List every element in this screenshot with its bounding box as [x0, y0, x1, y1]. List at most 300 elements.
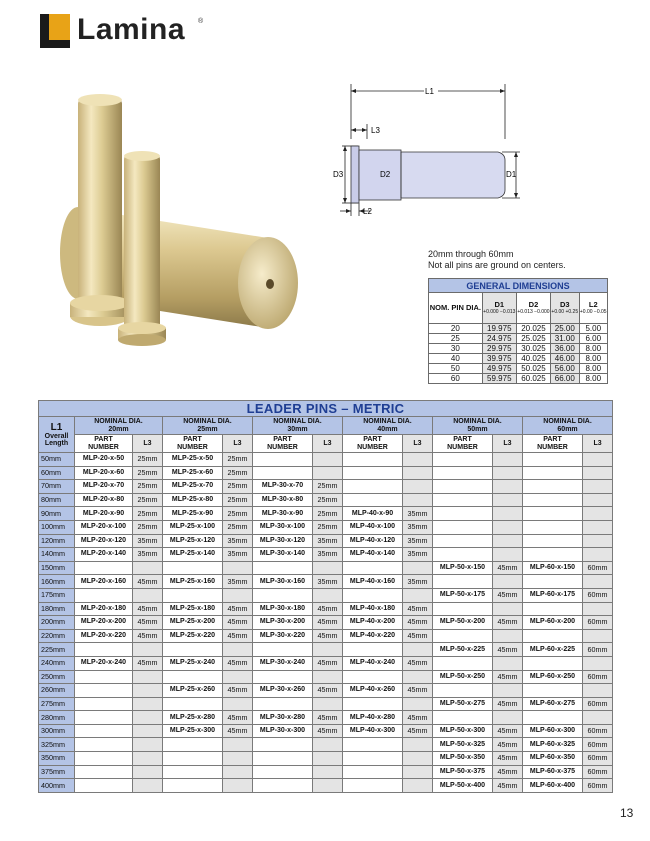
- part-number-cell: [523, 466, 583, 480]
- gd-cell: 6.00: [579, 334, 608, 344]
- l3-cell: 45mm: [223, 711, 253, 725]
- part-number-label: NUMBER: [177, 443, 208, 451]
- l3-cell: 45mm: [223, 684, 253, 698]
- overall-length-cell: 275mm: [39, 697, 75, 711]
- nominal-dia-size: 20mm: [108, 425, 129, 433]
- overall-length-cell: 350mm: [39, 752, 75, 766]
- l3-cell: [583, 520, 613, 534]
- l3-cell: [133, 724, 163, 738]
- part-number-cell: MLP-60-x-250: [523, 670, 583, 684]
- gd-row: [429, 344, 608, 354]
- l3-cell: 60mm: [583, 738, 613, 752]
- l3-cell: [403, 643, 433, 657]
- part-number-header: [75, 435, 133, 453]
- l3-cell: [403, 466, 433, 480]
- part-number-cell: MLP-25-x-50: [163, 453, 223, 467]
- table-row: [39, 724, 613, 738]
- table-row: [39, 602, 613, 616]
- part-number-label: PART: [453, 436, 472, 443]
- l3-cell: [313, 752, 343, 766]
- part-number-cell: MLP-25-x-200: [163, 616, 223, 630]
- l3-cell: 35mm: [403, 520, 433, 534]
- general-dimensions-table: [428, 278, 608, 384]
- overall-length-cell: 150mm: [39, 561, 75, 575]
- gd-cell: 49.975: [482, 364, 516, 374]
- l3-cell: [493, 453, 523, 467]
- part-number-cell: [343, 738, 403, 752]
- part-number-cell: [523, 684, 583, 698]
- gd-row: [429, 374, 608, 384]
- table-row: [39, 453, 613, 467]
- l3-cell: [133, 752, 163, 766]
- l3-cell: 45mm: [133, 629, 163, 643]
- part-number-label: NUMBER: [447, 443, 478, 451]
- l3-cell: [133, 765, 163, 779]
- gd-cell: 36.00: [551, 344, 579, 354]
- l3-cell: [133, 588, 163, 602]
- part-number-cell: MLP-25-x-90: [163, 507, 223, 521]
- l3-cell: [313, 453, 343, 467]
- part-number-cell: [75, 561, 133, 575]
- l3-cell: 60mm: [583, 588, 613, 602]
- part-number-cell: MLP-30-x-260: [253, 684, 313, 698]
- gd-header-d2: [516, 293, 550, 324]
- l3-cell: 25mm: [313, 507, 343, 521]
- l3-cell: [583, 534, 613, 548]
- gd-cell: 66.00: [551, 374, 579, 384]
- l3-cell: 45mm: [133, 602, 163, 616]
- l3-cell: 45mm: [493, 724, 523, 738]
- l3-cell: 45mm: [313, 602, 343, 616]
- part-number-cell: MLP-30-x-70: [253, 480, 313, 494]
- part-number-cell: MLP-25-x-220: [163, 629, 223, 643]
- part-number-cell: [253, 561, 313, 575]
- l3-cell: 35mm: [403, 507, 433, 521]
- gd-cell: 60: [429, 374, 483, 384]
- part-number-cell: MLP-20-x-160: [75, 575, 133, 589]
- l3-cell: 45mm: [313, 629, 343, 643]
- part-number-cell: MLP-50-x-400: [433, 779, 493, 793]
- part-number-cell: [523, 493, 583, 507]
- l3-cell: 45mm: [403, 616, 433, 630]
- part-number-cell: [433, 548, 493, 562]
- l3-cell: [493, 575, 523, 589]
- part-number-cell: [523, 548, 583, 562]
- gd-cell: 20: [429, 324, 483, 334]
- l3-cell: 45mm: [133, 656, 163, 670]
- part-number-cell: MLP-50-x-350: [433, 752, 493, 766]
- nominal-dia-header: [433, 417, 523, 435]
- nominal-dia-header: [253, 417, 343, 435]
- gd-cell: 25.025: [516, 334, 550, 344]
- l3-cell: [493, 602, 523, 616]
- l3-cell: [313, 643, 343, 657]
- l3-cell: [403, 738, 433, 752]
- part-number-cell: MLP-30-x-140: [253, 548, 313, 562]
- part-number-cell: [523, 480, 583, 494]
- part-number-cell: [75, 684, 133, 698]
- overall-length-cell: 280mm: [39, 711, 75, 725]
- gd-cell: 20.025: [516, 324, 550, 334]
- part-number-cell: [523, 629, 583, 643]
- gd-header-nom: [429, 293, 483, 324]
- nominal-dia-header: [163, 417, 253, 435]
- leader-pins-photo: [38, 88, 303, 360]
- overall-length-cell: 120mm: [39, 534, 75, 548]
- nominal-dia-label: NOMINAL DIA.: [183, 418, 232, 425]
- part-number-cell: [523, 602, 583, 616]
- part-number-cell: [433, 480, 493, 494]
- part-number-cell: [433, 629, 493, 643]
- nominal-dia-size: 50mm: [467, 425, 488, 433]
- l3-cell: [223, 588, 253, 602]
- part-number-cell: MLP-25-x-140: [163, 548, 223, 562]
- part-number-cell: [343, 480, 403, 494]
- part-number-cell: [75, 697, 133, 711]
- gd-header-label: D2: [528, 300, 539, 309]
- l3-cell: [493, 548, 523, 562]
- gd-cell: 60.025: [516, 374, 550, 384]
- part-number-cell: MLP-20-x-90: [75, 507, 133, 521]
- overall-length-cell: 70mm: [39, 480, 75, 494]
- l3-cell: 45mm: [493, 752, 523, 766]
- gd-row: [429, 364, 608, 374]
- l3-cell: 45mm: [313, 656, 343, 670]
- l3-cell: 45mm: [493, 765, 523, 779]
- l3-cell: [223, 670, 253, 684]
- overall-length-cell: 180mm: [39, 602, 75, 616]
- part-number-cell: MLP-60-x-300: [523, 724, 583, 738]
- lamina-logo-mark: [40, 14, 70, 48]
- table-row: [39, 493, 613, 507]
- l3-cell: 35mm: [313, 534, 343, 548]
- l3-cell: [493, 656, 523, 670]
- nominal-dia-label: NOMINAL DIA.: [363, 418, 412, 425]
- part-number-cell: [75, 724, 133, 738]
- l3-cell: [493, 711, 523, 725]
- l3-cell: [313, 588, 343, 602]
- part-number-cell: [433, 711, 493, 725]
- part-number-cell: [75, 670, 133, 684]
- gd-header-l2: [579, 293, 608, 324]
- l3-cell: [133, 738, 163, 752]
- l3-cell: 25mm: [313, 493, 343, 507]
- l3-header: L3: [493, 435, 523, 453]
- l3-cell: [583, 453, 613, 467]
- part-number-header: [253, 435, 313, 453]
- gd-header-label: D3: [559, 300, 570, 309]
- part-number-cell: MLP-50-x-150: [433, 561, 493, 575]
- part-number-cell: MLP-30-x-180: [253, 602, 313, 616]
- part-number-cell: MLP-25-x-260: [163, 684, 223, 698]
- l3-cell: [583, 575, 613, 589]
- part-number-cell: [343, 561, 403, 575]
- l3-cell: 60mm: [583, 697, 613, 711]
- table-row: [39, 575, 613, 589]
- brand-logo: [40, 14, 210, 54]
- l3-cell: [583, 602, 613, 616]
- part-number-cell: MLP-50-x-300: [433, 724, 493, 738]
- part-number-header: [433, 435, 493, 453]
- part-number-cell: MLP-40-x-90: [343, 507, 403, 521]
- nominal-dia-size: 25mm: [197, 425, 218, 433]
- l3-cell: 45mm: [403, 656, 433, 670]
- part-number-cell: MLP-50-x-375: [433, 765, 493, 779]
- part-number-cell: MLP-50-x-325: [433, 738, 493, 752]
- part-number-cell: [433, 575, 493, 589]
- part-number-cell: [163, 779, 223, 793]
- l3-cell: [583, 656, 613, 670]
- l3-cell: 45mm: [133, 616, 163, 630]
- l3-cell: 45mm: [133, 575, 163, 589]
- part-number-cell: MLP-60-x-150: [523, 561, 583, 575]
- overall-length-cell: 325mm: [39, 738, 75, 752]
- l3-cell: [133, 711, 163, 725]
- part-number-cell: [343, 779, 403, 793]
- table-row: [39, 697, 613, 711]
- l3-cell: 60mm: [583, 616, 613, 630]
- note-line: 20mm through 60mm: [428, 249, 514, 259]
- overall-length-cell: 375mm: [39, 765, 75, 779]
- l3-cell: 45mm: [403, 684, 433, 698]
- part-number-label: NUMBER: [88, 443, 119, 451]
- l3-cell: [223, 697, 253, 711]
- part-number-cell: [433, 507, 493, 521]
- gd-cell: 25: [429, 334, 483, 344]
- part-number-cell: MLP-20-x-120: [75, 534, 133, 548]
- l3-cell: 25mm: [133, 480, 163, 494]
- part-number-cell: [253, 466, 313, 480]
- part-number-cell: MLP-20-x-140: [75, 548, 133, 562]
- l3-cell: 25mm: [133, 493, 163, 507]
- table-row: [39, 643, 613, 657]
- nominal-dia-size: 30mm: [287, 425, 308, 433]
- part-number-cell: [163, 752, 223, 766]
- part-number-cell: MLP-40-x-160: [343, 575, 403, 589]
- part-number-label: NUMBER: [537, 443, 568, 451]
- l3-cell: [313, 697, 343, 711]
- part-number-cell: MLP-30-x-160: [253, 575, 313, 589]
- nominal-dia-label: NOMINAL DIA.: [543, 418, 592, 425]
- gd-row: [429, 334, 608, 344]
- gd-cell: 8.00: [579, 364, 608, 374]
- label-d1: D1: [506, 170, 517, 179]
- general-dimensions-title: GENERAL DIMENSIONS: [429, 279, 608, 293]
- part-number-cell: [253, 453, 313, 467]
- l3-cell: [133, 697, 163, 711]
- l3-cell: [223, 752, 253, 766]
- l3-cell: 35mm: [133, 534, 163, 548]
- l3-cell: [403, 779, 433, 793]
- part-number-cell: [343, 453, 403, 467]
- part-number-cell: MLP-50-x-200: [433, 616, 493, 630]
- l3-cell: 45mm: [493, 670, 523, 684]
- part-number-cell: MLP-30-x-280: [253, 711, 313, 725]
- label-l2: L2: [363, 207, 372, 216]
- part-number-cell: [433, 453, 493, 467]
- part-number-cell: [343, 466, 403, 480]
- l3-cell: 45mm: [493, 588, 523, 602]
- table-row: [39, 711, 613, 725]
- part-number-cell: MLP-25-x-280: [163, 711, 223, 725]
- overall-length-cell: 60mm: [39, 466, 75, 480]
- part-number-cell: [75, 738, 133, 752]
- overall-length-cell: 260mm: [39, 684, 75, 698]
- part-number-cell: [75, 752, 133, 766]
- nominal-dia-label: NOMINAL DIA.: [273, 418, 322, 425]
- part-number-cell: [75, 779, 133, 793]
- part-number-cell: MLP-25-x-240: [163, 656, 223, 670]
- part-number-cell: [523, 711, 583, 725]
- l3-cell: [493, 629, 523, 643]
- gd-cell: 50: [429, 364, 483, 374]
- l3-cell: 35mm: [223, 534, 253, 548]
- part-number-cell: MLP-40-x-100: [343, 520, 403, 534]
- overall-length-cell: 400mm: [39, 779, 75, 793]
- part-number-cell: [75, 711, 133, 725]
- l3-cell: [223, 561, 253, 575]
- l3-cell: 25mm: [223, 480, 253, 494]
- part-number-cell: [253, 588, 313, 602]
- part-number-cell: [75, 765, 133, 779]
- label-l1: L1: [425, 87, 434, 96]
- part-number-cell: [523, 520, 583, 534]
- overall-length-cell: 80mm: [39, 493, 75, 507]
- gd-cell: 59.975: [482, 374, 516, 384]
- l3-cell: [133, 561, 163, 575]
- part-number-label: NUMBER: [267, 443, 298, 451]
- leader-pins-title: LEADER PINS – METRIC: [39, 401, 613, 417]
- l3-cell: 35mm: [223, 548, 253, 562]
- part-number-cell: [253, 779, 313, 793]
- l3-cell: 60mm: [583, 670, 613, 684]
- part-number-cell: MLP-25-x-60: [163, 466, 223, 480]
- l3-cell: [583, 548, 613, 562]
- part-number-cell: [343, 588, 403, 602]
- part-number-cell: [433, 466, 493, 480]
- l3-cell: [133, 643, 163, 657]
- part-number-label: NUMBER: [357, 443, 388, 451]
- part-number-cell: [75, 643, 133, 657]
- part-number-cell: MLP-60-x-200: [523, 616, 583, 630]
- l3-cell: 60mm: [583, 779, 613, 793]
- part-number-cell: [163, 697, 223, 711]
- l3-cell: [313, 670, 343, 684]
- l1-header: [39, 417, 75, 453]
- gd-cell: 56.00: [551, 364, 579, 374]
- l3-cell: 60mm: [583, 752, 613, 766]
- l3-cell: 45mm: [493, 643, 523, 657]
- l3-cell: [223, 643, 253, 657]
- part-number-cell: MLP-20-x-50: [75, 453, 133, 467]
- part-number-cell: MLP-60-x-225: [523, 643, 583, 657]
- part-number-cell: [433, 520, 493, 534]
- gd-cell: 46.00: [551, 354, 579, 364]
- gd-cell: 19.975: [482, 324, 516, 334]
- l3-cell: 25mm: [133, 466, 163, 480]
- part-number-cell: MLP-40-x-280: [343, 711, 403, 725]
- part-number-cell: [523, 453, 583, 467]
- part-number-cell: [343, 643, 403, 657]
- l3-cell: [313, 765, 343, 779]
- l3-cell: [403, 697, 433, 711]
- l3-cell: [133, 670, 163, 684]
- part-number-cell: MLP-40-x-120: [343, 534, 403, 548]
- l3-header: L3: [223, 435, 253, 453]
- l3-cell: 45mm: [403, 629, 433, 643]
- part-number-cell: MLP-40-x-140: [343, 548, 403, 562]
- l3-cell: [403, 670, 433, 684]
- overall-length-cell: 90mm: [39, 507, 75, 521]
- l3-cell: 60mm: [583, 765, 613, 779]
- l3-cell: 25mm: [133, 520, 163, 534]
- gd-header-d3: [551, 293, 579, 324]
- part-number-cell: [433, 602, 493, 616]
- part-number-cell: [163, 643, 223, 657]
- l3-cell: 25mm: [313, 480, 343, 494]
- gd-header-tolerance: +0.00 −0.05: [579, 309, 607, 315]
- part-number-cell: MLP-20-x-100: [75, 520, 133, 534]
- l3-cell: [403, 561, 433, 575]
- l3-cell: 45mm: [403, 724, 433, 738]
- l1-sub1: Overall: [44, 432, 69, 440]
- table-row: [39, 616, 613, 630]
- part-number-cell: MLP-50-x-175: [433, 588, 493, 602]
- part-number-cell: MLP-25-x-160: [163, 575, 223, 589]
- l3-cell: 45mm: [403, 711, 433, 725]
- gd-cell: 8.00: [579, 344, 608, 354]
- part-number-cell: [343, 493, 403, 507]
- l3-cell: 60mm: [583, 561, 613, 575]
- l3-cell: [493, 507, 523, 521]
- part-number-cell: MLP-30-x-100: [253, 520, 313, 534]
- nominal-dia-label: NOMINAL DIA.: [94, 418, 143, 425]
- l3-cell: 25mm: [223, 453, 253, 467]
- part-number-cell: [253, 697, 313, 711]
- nominal-dia-header: [523, 417, 613, 435]
- gd-cell: 24.975: [482, 334, 516, 344]
- table-row: [39, 520, 613, 534]
- l3-cell: [313, 779, 343, 793]
- part-number-label: PART: [94, 436, 113, 443]
- note-line: Not all pins are ground on centers.: [428, 260, 566, 270]
- part-number-cell: MLP-40-x-260: [343, 684, 403, 698]
- part-number-cell: MLP-25-x-180: [163, 602, 223, 616]
- table-row: [39, 629, 613, 643]
- gd-header-d1: [482, 293, 516, 324]
- l3-cell: [583, 711, 613, 725]
- part-number-cell: MLP-30-x-80: [253, 493, 313, 507]
- l3-cell: [493, 534, 523, 548]
- l3-cell: 35mm: [403, 575, 433, 589]
- overall-length-cell: 175mm: [39, 588, 75, 602]
- part-number-cell: [343, 697, 403, 711]
- l3-header: L3: [133, 435, 163, 453]
- part-number-cell: MLP-20-x-180: [75, 602, 133, 616]
- overall-length-cell: 250mm: [39, 670, 75, 684]
- table-row: [39, 752, 613, 766]
- gd-cell: 25.00: [551, 324, 579, 334]
- part-number-cell: MLP-25-x-120: [163, 534, 223, 548]
- l3-header: L3: [583, 435, 613, 453]
- gd-row: [429, 354, 608, 364]
- part-number-cell: MLP-60-x-400: [523, 779, 583, 793]
- l3-cell: 35mm: [403, 548, 433, 562]
- part-number-cell: MLP-25-x-80: [163, 493, 223, 507]
- l3-cell: [583, 493, 613, 507]
- l3-cell: 60mm: [583, 643, 613, 657]
- table-row: [39, 548, 613, 562]
